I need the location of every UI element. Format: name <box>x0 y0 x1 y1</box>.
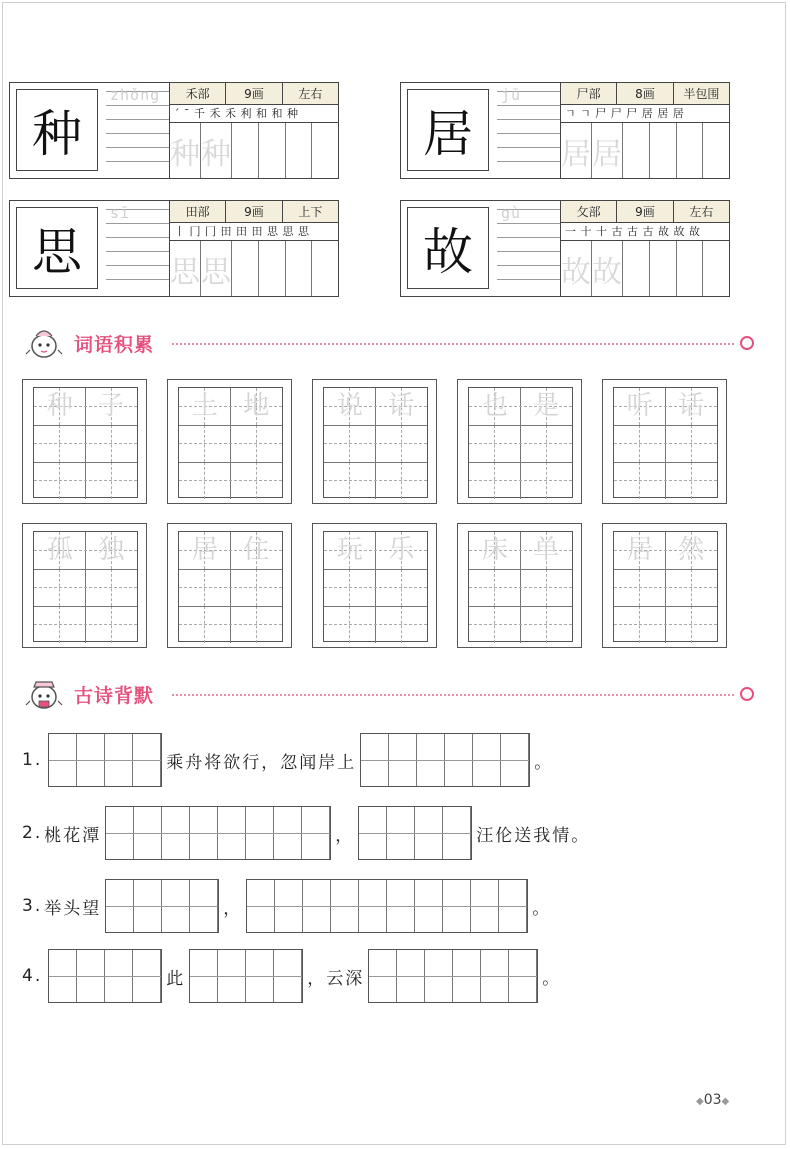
character-card <box>400 82 730 179</box>
character-card <box>400 200 730 297</box>
info-structure: 左右 <box>674 201 729 222</box>
trace-character: 是 <box>533 391 560 421</box>
practice-cell[interactable] <box>703 123 729 178</box>
trace-character: 床 <box>481 535 508 565</box>
stroke-order: ㄱ ㄱ 尸 尸 尸 居 居 居 <box>560 105 729 123</box>
section-header-poems <box>22 673 762 713</box>
practice-cell[interactable] <box>259 123 286 178</box>
practice-cell[interactable]: 居 <box>592 123 623 178</box>
trace-word <box>179 532 282 569</box>
poem-text: ， <box>335 825 355 846</box>
info-radical: 田部 <box>170 201 226 222</box>
pinyin-lines <box>497 201 560 283</box>
character-card <box>9 82 339 179</box>
info-radical: 禾部 <box>170 83 226 104</box>
mascot-icon <box>22 675 66 711</box>
trace-character: 乐 <box>388 535 415 565</box>
practice-grid <box>169 241 338 296</box>
poem-text: 举头望 <box>44 898 102 919</box>
section-header-words <box>22 322 762 362</box>
dotted-rule <box>172 694 734 696</box>
info-radical: 攵部 <box>561 201 617 222</box>
word-box <box>167 523 292 648</box>
practice-grid <box>560 123 729 178</box>
word-grid <box>468 531 573 642</box>
poem-text: 乘舟将欲行，忽闻岸上 <box>166 752 357 773</box>
practice-cell[interactable] <box>623 241 650 296</box>
circle-icon <box>740 687 754 701</box>
poem-text: 此 <box>166 968 186 989</box>
page-number <box>696 1092 729 1108</box>
stroke-order: 一 十 十 古 古 古 故 故 故 <box>560 223 729 241</box>
poem-number: 2. <box>22 823 43 843</box>
poem-text: 。 <box>532 898 552 919</box>
trace-character: 话 <box>388 391 415 421</box>
practice-cell[interactable] <box>312 123 338 178</box>
word-box <box>602 523 727 648</box>
character-info <box>169 83 338 105</box>
practice-cell[interactable] <box>650 123 677 178</box>
trace-character: 玩 <box>336 535 363 565</box>
trace-word <box>469 388 572 425</box>
practice-cell[interactable] <box>232 241 259 296</box>
poem-line <box>22 878 551 934</box>
trace-character: 地 <box>243 391 270 421</box>
main-character: 居 <box>407 89 489 171</box>
trace-word <box>34 388 137 425</box>
answer-grid[interactable] <box>105 806 331 860</box>
trace-word <box>469 532 572 569</box>
practice-grid <box>560 241 729 296</box>
word-grid <box>468 387 573 498</box>
word-grid <box>178 387 283 498</box>
word-box <box>457 523 582 648</box>
poem-text: 。 <box>542 968 562 989</box>
practice-cell[interactable] <box>650 241 677 296</box>
diamond-icon: ◆ <box>721 1096 730 1107</box>
practice-cell[interactable] <box>286 241 313 296</box>
pinyin-lines <box>497 83 560 165</box>
character-card <box>9 200 339 297</box>
stroke-order: 丨 冂 冂 田 田 田 思 思 思 <box>169 223 338 241</box>
trace-character: 孤 <box>46 535 73 565</box>
trace-word <box>179 388 282 425</box>
practice-grid <box>169 123 338 178</box>
practice-cell[interactable]: 居 <box>561 123 592 178</box>
pinyin-lines <box>106 201 169 283</box>
trace-character: 种 <box>46 391 73 421</box>
character-info <box>560 83 729 105</box>
trace-character: 子 <box>98 391 125 421</box>
info-structure: 半包围 <box>674 83 729 104</box>
practice-cell[interactable] <box>312 241 338 296</box>
practice-cell[interactable] <box>286 123 313 178</box>
answer-grid[interactable] <box>48 949 162 1003</box>
answer-grid[interactable] <box>105 879 219 933</box>
practice-cell[interactable] <box>232 123 259 178</box>
word-box <box>167 379 292 504</box>
word-box <box>312 523 437 648</box>
answer-grid[interactable] <box>48 733 162 787</box>
poem-line <box>22 948 561 1004</box>
mascot-icon <box>22 324 66 360</box>
word-grid <box>33 387 138 498</box>
poem-text: ， <box>223 898 243 919</box>
practice-cell[interactable]: 故 <box>561 241 592 296</box>
practice-cell[interactable]: 思 <box>201 241 232 296</box>
answer-grid[interactable] <box>189 949 303 1003</box>
trace-character: 单 <box>533 535 560 565</box>
practice-cell[interactable] <box>259 241 286 296</box>
poem-number: 1. <box>22 750 43 770</box>
main-character: 思 <box>16 207 98 289</box>
trace-character: 也 <box>481 391 508 421</box>
practice-cell[interactable]: 故 <box>592 241 623 296</box>
word-box <box>602 379 727 504</box>
word-grid <box>178 531 283 642</box>
main-character: 种 <box>16 89 98 171</box>
pinyin-trace: gù <box>501 204 522 222</box>
pinyin-trace: jū <box>501 86 522 104</box>
poem-number: 4. <box>22 966 43 986</box>
diamond-icon: ◆ <box>696 1096 704 1107</box>
character-info <box>169 201 338 223</box>
practice-cell[interactable]: 种 <box>170 123 201 178</box>
info-strokes: 9画 <box>617 201 673 222</box>
practice-cell[interactable]: 思 <box>170 241 201 296</box>
word-box <box>457 379 582 504</box>
trace-character: 住 <box>243 535 270 565</box>
word-box <box>22 523 147 648</box>
answer-grid[interactable] <box>360 733 530 787</box>
trace-character: 说 <box>336 391 363 421</box>
practice-cell[interactable] <box>677 123 704 178</box>
pinyin-trace: sī <box>110 204 131 222</box>
practice-cell[interactable] <box>677 241 704 296</box>
trace-word <box>34 532 137 569</box>
trace-character: 听 <box>626 391 653 421</box>
trace-word <box>614 388 717 425</box>
practice-cell[interactable] <box>703 241 729 296</box>
trace-character: 然 <box>678 535 705 565</box>
info-structure: 上下 <box>283 201 338 222</box>
practice-cell[interactable] <box>623 123 650 178</box>
poem-text: 桃花潭 <box>44 825 102 846</box>
word-grid <box>613 387 718 498</box>
word-box <box>22 379 147 504</box>
page-number-text: 03 <box>703 1092 722 1108</box>
info-radical: 尸部 <box>561 83 617 104</box>
poem-text: 汪伦送我情。 <box>476 825 591 846</box>
pinyin-lines <box>106 83 169 165</box>
poem-text: ，云深 <box>307 968 365 989</box>
poem-line <box>22 805 590 861</box>
info-strokes: 9画 <box>226 83 282 104</box>
trace-character: 独 <box>98 535 125 565</box>
main-character: 故 <box>407 207 489 289</box>
answer-grid[interactable] <box>368 949 538 1003</box>
dotted-rule <box>172 343 734 345</box>
info-strokes: 9画 <box>226 201 282 222</box>
word-grid <box>323 531 428 642</box>
trace-character: 居 <box>191 535 218 565</box>
word-box <box>312 379 437 504</box>
info-structure: 左右 <box>283 83 338 104</box>
info-strokes: 8画 <box>617 83 673 104</box>
trace-character: 话 <box>678 391 705 421</box>
trace-word <box>614 532 717 569</box>
section-title-words: 词语积累 <box>74 334 155 356</box>
pinyin-trace: zhǒng <box>110 86 161 104</box>
word-grid <box>323 387 428 498</box>
answer-grid[interactable] <box>246 879 528 933</box>
poem-line <box>22 732 553 788</box>
practice-cell[interactable]: 种 <box>201 123 232 178</box>
poem-number: 3. <box>22 896 43 916</box>
word-grid <box>33 531 138 642</box>
trace-word <box>324 388 427 425</box>
trace-character: 土 <box>191 391 218 421</box>
section-title-poems: 古诗背默 <box>74 685 155 707</box>
word-grid <box>613 531 718 642</box>
stroke-order: ´ ˉ 千 禾 禾 利 和 和 种 <box>169 105 338 123</box>
circle-icon <box>740 336 754 350</box>
trace-word <box>324 532 427 569</box>
answer-grid[interactable] <box>358 806 472 860</box>
poem-text: 。 <box>534 752 554 773</box>
trace-character: 居 <box>626 535 653 565</box>
character-info <box>560 201 729 223</box>
